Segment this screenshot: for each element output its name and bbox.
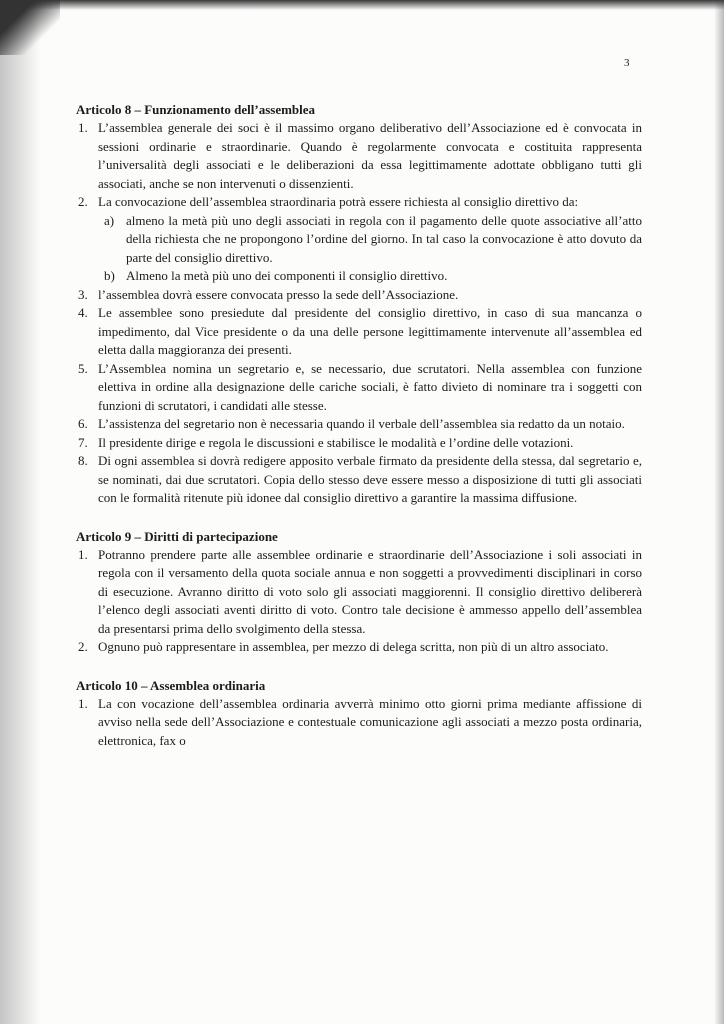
sub-list — [98, 212, 642, 286]
article-9 — [76, 528, 642, 657]
item-text: La convocazione dell’assemblea straordinaria potrà essere richiesta al consiglio direttivo da: — [98, 194, 579, 209]
scan-edge-left — [0, 0, 50, 1024]
article-items — [76, 546, 642, 657]
item-text: Potranno prendere parte alle assemblee ordinarie e straordinarie dell’Associazione i soli associati in regola con il versamento della quota sociale annua e non soggetti a provvedimenti disciplinari in corso di esecuzione. Avranno diritto di voto solo gli associati maggiorenni. Il consiglio direttivo delibererà l’elenco degli associati aventi diritto di voto. Contro tale decisione è ammesso appello dell’assemblea da presentarsi prima dello svolgimento della stessa. — [98, 546, 642, 636]
article-items — [76, 119, 642, 508]
item-number: 4. — [78, 305, 88, 320]
item-number: 1. — [78, 695, 88, 711]
list-item — [76, 452, 642, 508]
sub-item-text: almeno la metà più uno degli associati in regola con il pagamento delle quote associative all’atto della richiesta che ne propongono l’ordine del giorno. In tal caso la convocazione è atto dovuto da parte del consiglio direttivo. — [126, 212, 642, 265]
item-text: Le assemblee sono presiedute dal presidente del consiglio direttivo, in caso di sua mancanza o impedimento, dal Vice presidente o da una delle persone legittimamente intervenute all’assemblea ed eletta dalla maggioranza dei presenti. — [98, 305, 642, 357]
item-text: L’assemblea generale dei soci è il massimo organo deliberativo dell’Associazione ed è convocata in sessioni ordinarie e straordinarie. Quando è regolarmente convocata e costituita rappresenta l’universalità degli associati e le deliberazioni da essa legittimamente adottate obbligano tutti gli associati, anche se non intervenuti o dissenzienti. — [98, 120, 642, 191]
list-item — [76, 638, 642, 657]
scan-edge-top — [0, 0, 724, 10]
list-item — [76, 415, 642, 434]
item-text: La con vocazione dell’assemblea ordinaria avverrà minimo otto giorni prima mediante affissione di avviso nella sede dell’Associazione e contestuale comunicazione agli associati a mezzo posta ordinaria, elettronica, fax o — [98, 695, 642, 748]
item-text: Di ogni assemblea si dovrà redigere apposito verbale firmato da presidente della stessa, dal segretario e, se nominati, dai due scrutatori. Copia dello stesso deve essere messo a disposizione di tutti gli associati con le formalità ritenute più idonee dal consiglio direttivo a garantire la massima diffusione. — [98, 453, 642, 505]
item-number: 2. — [78, 639, 88, 654]
sub-list-item — [98, 212, 642, 268]
sub-item-letter: b) — [104, 268, 115, 283]
item-number: 1. — [78, 120, 88, 135]
list-item — [76, 695, 642, 751]
item-text: Ognuno può rappresentare in assemblea, per mezzo di delega scritta, non più di un altro associato. — [98, 639, 609, 654]
list-item — [76, 304, 642, 360]
sub-list-item — [98, 267, 642, 286]
item-number: 2. — [78, 194, 88, 209]
article-10 — [76, 677, 642, 751]
list-item — [76, 193, 642, 286]
scan-edge-right — [714, 0, 724, 1024]
list-item — [76, 434, 642, 453]
item-number: 6. — [78, 416, 88, 431]
scan-corner-fold — [0, 0, 60, 55]
item-number: 1. — [78, 546, 88, 562]
item-text: l’assemblea dovrà essere convocata presso la sede dell’Associazione. — [98, 286, 459, 302]
sub-item-letter: a) — [104, 212, 115, 228]
document-body — [76, 101, 642, 750]
article-items — [76, 695, 642, 751]
item-text: L’assistenza del segretario non è necessaria quando il verbale dell’assemblea sia redatto da un notaio. — [98, 416, 625, 431]
list-item — [76, 360, 642, 416]
list-item — [76, 119, 642, 193]
item-number: 8. — [78, 453, 88, 468]
item-number: 7. — [78, 434, 88, 450]
article-8 — [76, 101, 642, 508]
sub-item-text: Almeno la metà più uno dei componenti il consiglio direttivo. — [126, 268, 448, 283]
list-item — [76, 286, 642, 305]
list-item — [76, 546, 642, 639]
item-number: 5. — [78, 360, 88, 376]
page-number: 3 — [624, 57, 630, 69]
item-text: L’Assemblea nomina un segretario e, se necessario, due scrutatori. Nella assemblea con funzione elettiva in ordine alla designazione delle cariche sociali, è fatto divieto di nominare tra i soggetti con funzioni di scrutatori, i candidati alle stesse. — [98, 360, 642, 413]
item-number: 3. — [78, 286, 88, 302]
article-title: Articolo 9 – Diritti di partecipazione — [76, 528, 278, 544]
article-title: Articolo 10 – Assemblea ordinaria — [76, 677, 266, 693]
article-title: Articolo 8 – Funzionamento dell’assemblea — [76, 102, 316, 117]
item-text: Il presidente dirige e regola le discussioni e stabilisce le modalità e l’ordine delle votazioni. — [98, 434, 574, 450]
